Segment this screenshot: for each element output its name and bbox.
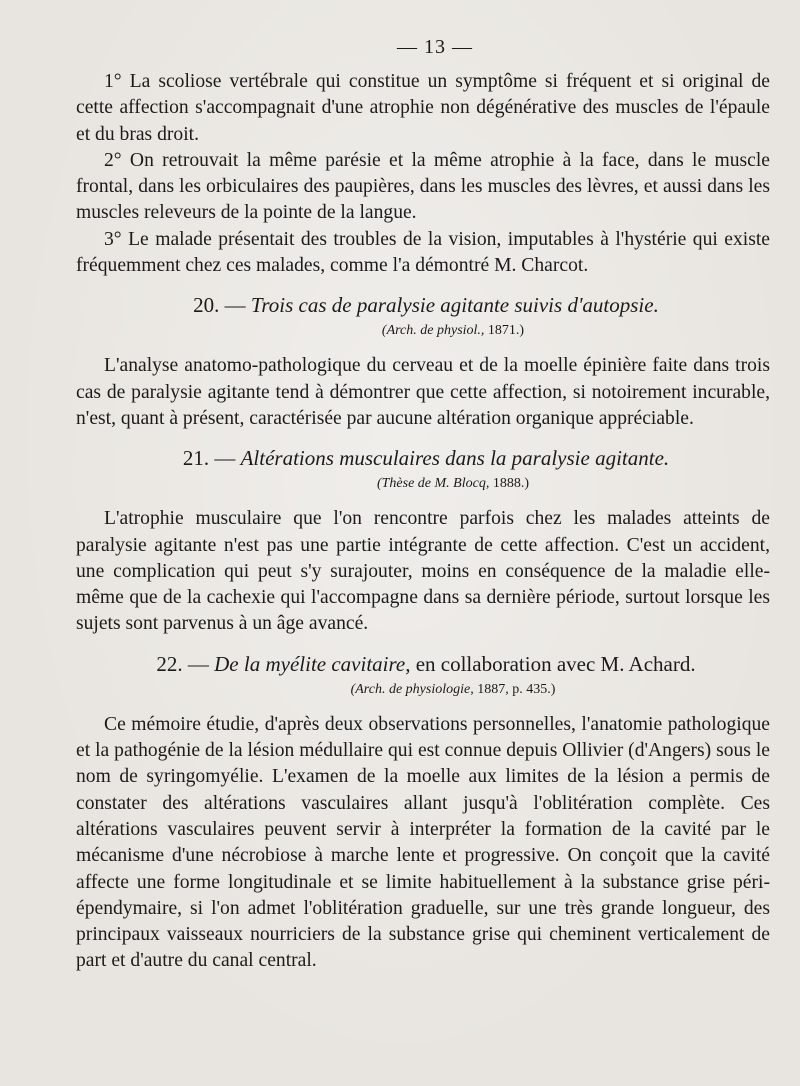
section-number: 22. — <box>156 651 209 676</box>
page-number: — 13 — <box>397 36 473 58</box>
intro-item: 3° Le malade présentait des troubles de la vision, imputables à l'hystérie qui existe fréquemment chez ces malades, comme l'a démontré M. Charcot. <box>76 228 770 277</box>
section-body: L'analyse anatomo-pathologique du cerveau et de la moelle épinière faite dans trois cas de paralysie agitante tend à démontrer que cette affection, si notoirement incurable, n'est, quant à présent, caractérisée par aucune altération organique appréciable. <box>76 355 770 429</box>
section-heading <box>76 650 770 678</box>
section-20 <box>76 291 770 432</box>
section-number: 20. — <box>193 293 246 318</box>
section-body: Ce mémoire étudie, d'après deux observations personnelles, l'anatomie pathologique et la pathogénie de la lésion médullaire qui est connue depuis Ollivier (d'Angers) sous le nom de syringomyélie. L'examen de la moelle aux limites de la lésion a permis de constater des altérations vasculaires allant jusqu'à l'oblitération complète. Ces altérations vasculaires peuvent servir à interpréter la formation de la cavité par le mécanisme d'une nécrobiose à marche lente et progressive. On conçoit que la cavité affecte une forme longitudinale et se limite habituellement à la substance grise péri-épendymaire, si l'on admet l'oblitération graduelle, sur une très grande longueur, des principaux vaisseaux nourriciers de la substance grise qui cheminent verticalement de part et d'autre du canal central. <box>76 713 770 972</box>
section-heading <box>76 291 770 319</box>
section-title: Altérations musculaires dans la paralysie agitante. <box>240 446 670 471</box>
intro-list <box>76 69 770 279</box>
section-source <box>76 474 770 494</box>
source-name: (Arch. de physiologie, <box>350 681 474 697</box>
intro-item: 1° La scoliose vertébrale qui constitue un symptôme si fréquent et si original de cette affection s'accompagnait d'une atrophie non dégénérative des muscles de l'épaule et du bras droit. <box>76 71 770 145</box>
section-21 <box>76 444 770 637</box>
section-source <box>76 321 770 341</box>
section-title: Trois cas de paralysie agitante suivis d'autopsie. <box>250 293 659 318</box>
section-body: L'atrophie musculaire que l'on rencontre parfois chez les malades atteints de paralysie agitante n'est pas une partie intégrante de cette affection. C'est un accident, une complication qui peut s'y surajouter, moins en conséquence de la maladie elle-même que de la cachexie qui l'accompagne dans sa dernière période, surtout lorsque les sujets sont parvenus à un âge avancé. <box>76 508 770 635</box>
section-22 <box>76 650 770 975</box>
section-source <box>76 680 770 700</box>
section-title-suffix: en collaboration avec M. Achard. <box>415 651 696 676</box>
source-detail: 1871.) <box>487 323 525 339</box>
section-heading <box>76 444 770 472</box>
section-number: 21. — <box>182 446 236 471</box>
source-detail: 1888.) <box>492 476 530 492</box>
intro-item: 2° On retrouvait la même parésie et la même atrophie à la face, dans le muscle frontal, dans les orbiculaires des paupières, dans les muscles des lèvres, et aussi dans les muscles releveurs de la pointe de la langue. <box>76 149 770 224</box>
section-title: De la myélite cavitaire, <box>214 651 411 676</box>
source-name: (Thèse de M. Blocq, <box>376 476 490 492</box>
source-name: (Arch. de physiol., <box>381 323 485 339</box>
source-detail: 1887, p. 435.) <box>477 681 556 697</box>
